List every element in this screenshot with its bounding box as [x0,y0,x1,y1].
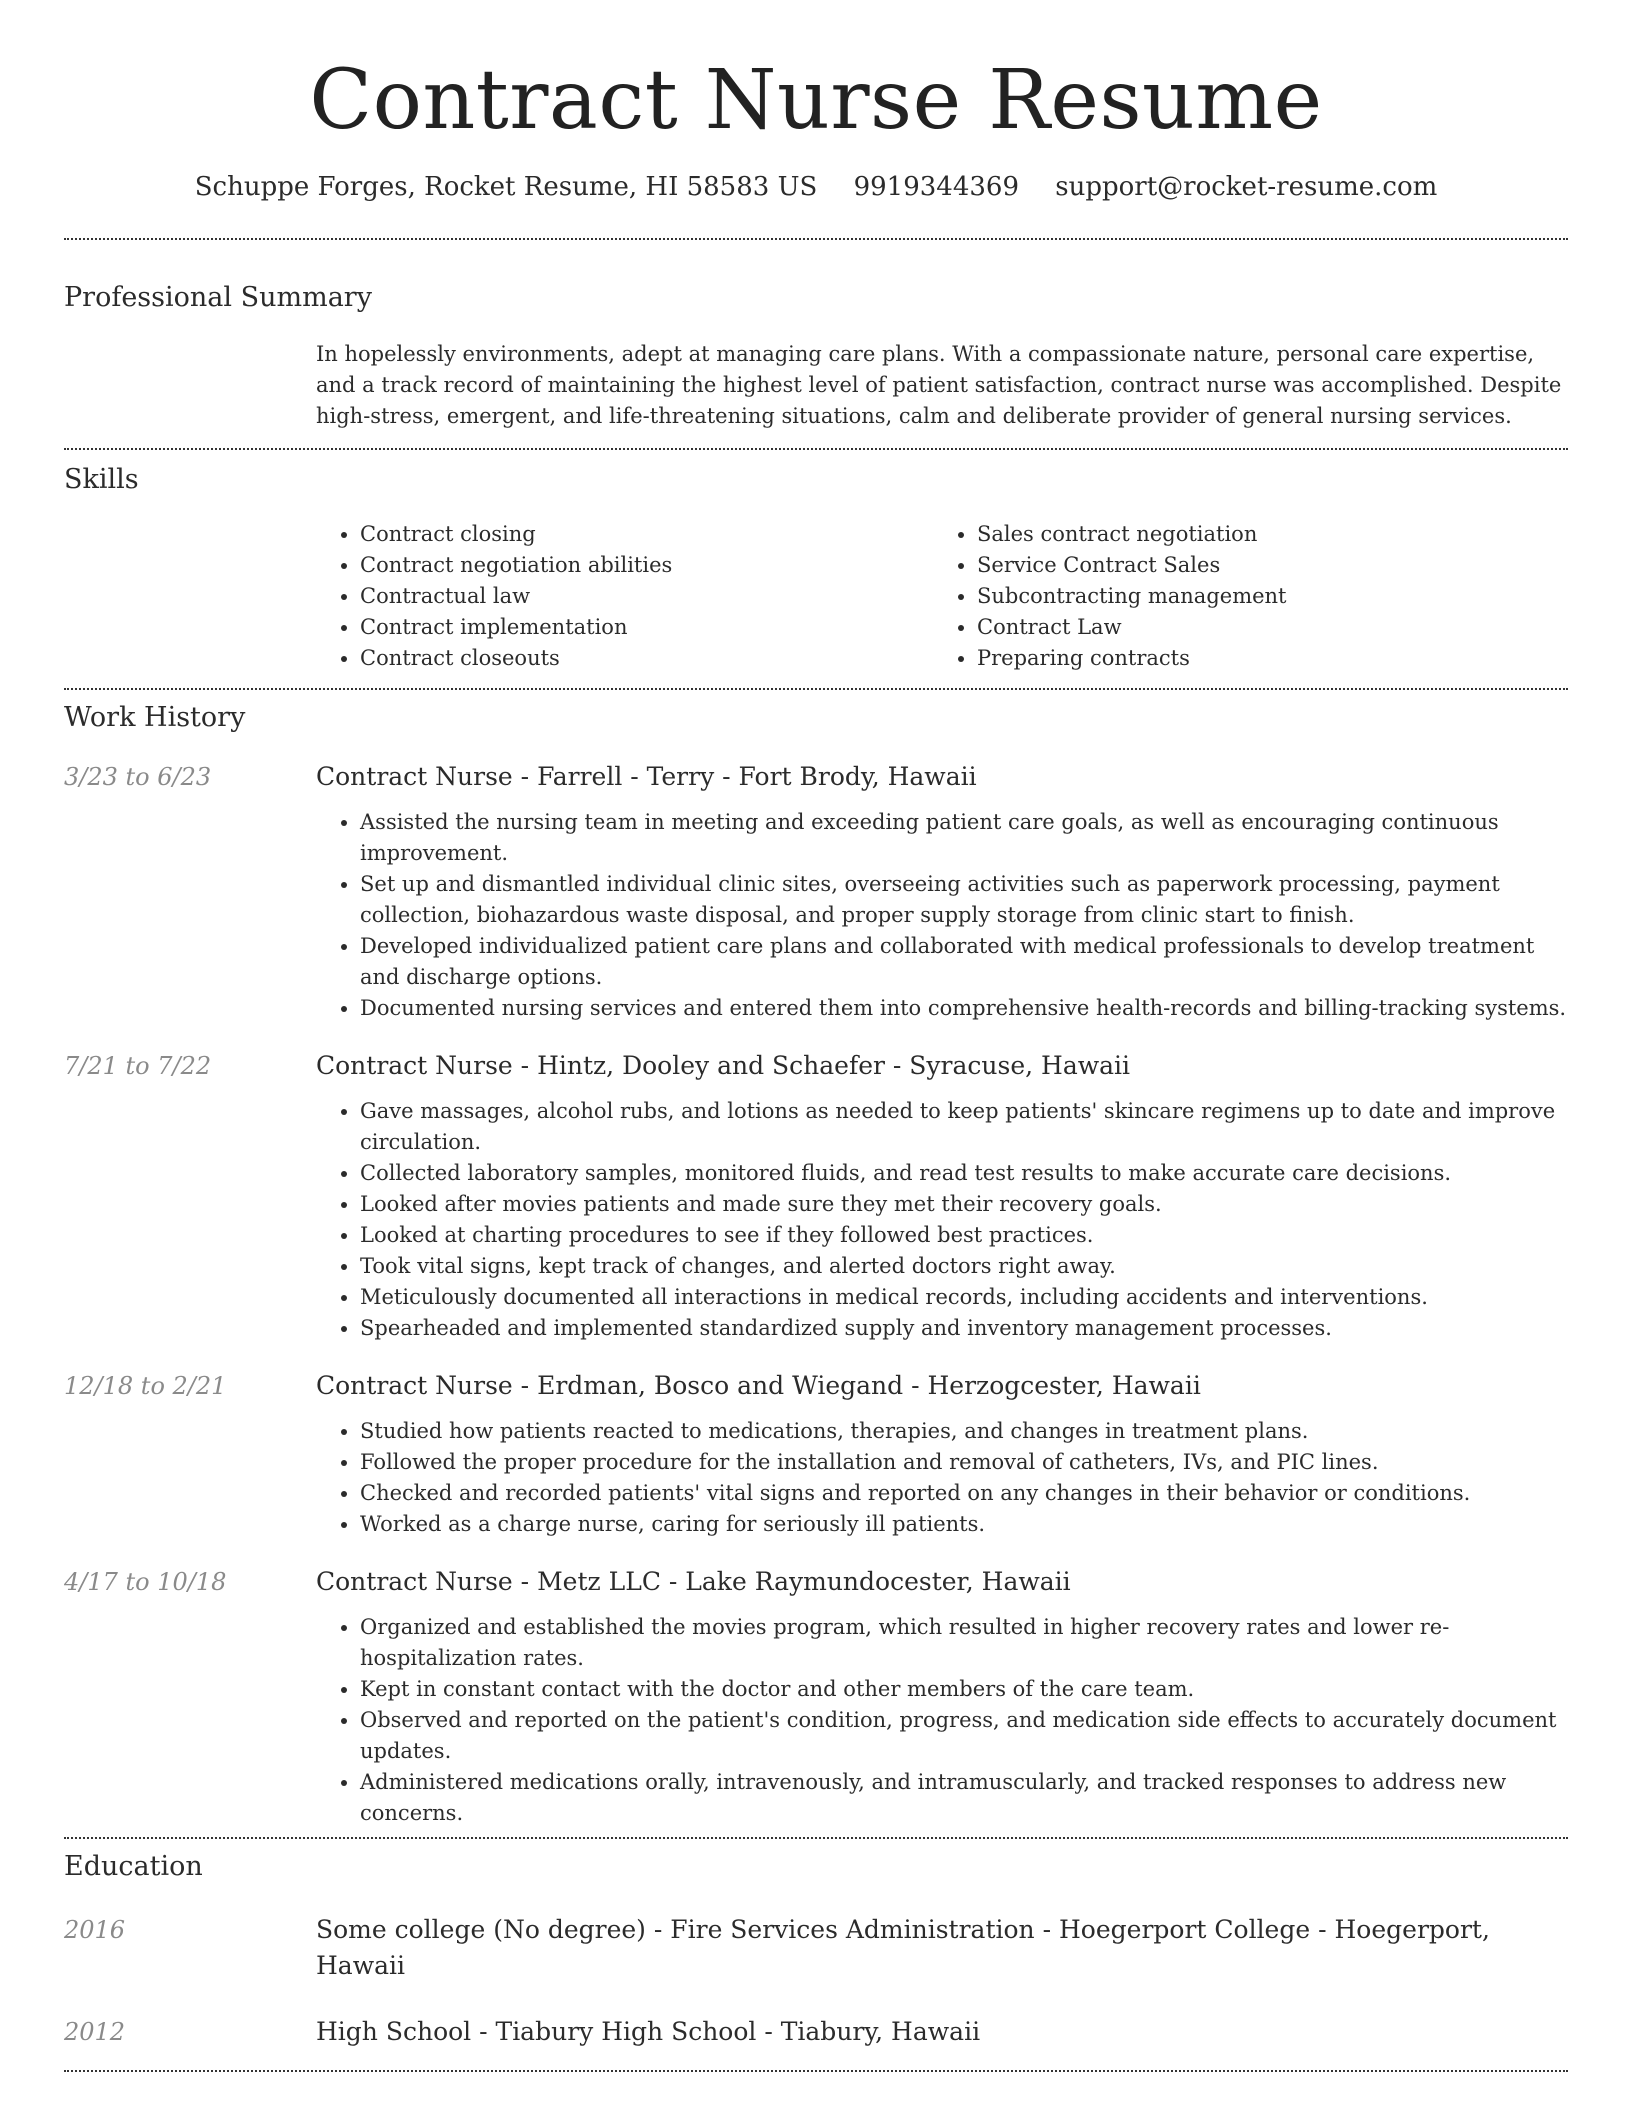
summary-section [64,240,1568,448]
skill-item: • Service Contract Sales [977,550,1550,581]
skill-item: • Sales contract negotiation [977,519,1550,550]
summary-text: In hopelessly environments, adept at managing care plans. With a compassionate nature, personal care expertise, and a track record of maintaining the highest level of patient satisfaction, contract nurse was accomplished. Despite high-stress, emergent, and life-threatening situations, calm and deliberate provider of general nursing services. [316,342,1562,429]
education-entry [64,2014,1568,2050]
education-section [64,1839,1568,2070]
work-history-section [64,690,1568,1837]
skills-list-right [933,519,1550,674]
education-text: High School - Tiabury High School - Tiabury, Hawaii [316,2017,981,2047]
job-title: Contract Nurse - Hintz, Dooley and Schaefer - Syracuse, Hawaii [316,1051,1131,1081]
skills-list-left [316,519,933,674]
education-entry [64,1912,1568,1984]
contact-line [64,172,1568,202]
section-heading: Work History [64,702,246,734]
job-body [316,1048,1568,1344]
skill-item: • Contract Law [977,612,1550,643]
skill-item: • Contract negotiation abilities [360,550,933,581]
job-bullets [316,1416,1568,1540]
skills-section [64,450,1568,688]
job-dates: 12/18 to 2/21 [64,1372,227,1401]
job-bullet: • Administered medications orally, intravenously, and intramuscularly, and tracked responses to address new concerns. [360,1767,1568,1829]
job-bullet: • Assisted the nursing team in meeting and exceeding patient care goals, as well as encouraging continuous improvement. [360,807,1568,869]
job-bullet: • Set up and dismantled individual clinic sites, overseeing activities such as paperwork processing, payment collection, biohazardous waste disposal, and proper supply storage from clinic start to finish. [360,869,1568,931]
contact-phone: 9919344369 [853,172,1019,203]
section-heading: Professional Summary [64,282,372,314]
job-bullet: • Gave massages, alcohol rubs, and lotions as needed to keep patients' skincare regimens up to date and improve circulation. [360,1096,1568,1158]
job-bullets [316,1612,1568,1829]
job-bullet: • Collected laboratory samples, monitored fluids, and read test results to make accurate care decisions. [360,1158,1568,1189]
job-bullet: • Meticulously documented all interactions in medical records, including accidents and interventions. [360,1282,1568,1313]
skills-columns [316,519,1568,674]
job-entry [64,1048,1568,1344]
contact-address: Schuppe Forges, Rocket Resume, HI 58583 US [194,172,818,203]
job-title: Contract Nurse - Metz LLC - Lake Raymundocester, Hawaii [316,1567,1071,1597]
job-title: Contract Nurse - Farrell - Terry - Fort Brody, Hawaii [316,762,977,792]
job-bullet: • Spearheaded and implemented standardized supply and inventory management processes. [360,1313,1568,1344]
skill-item: • Contract closeouts [360,643,933,674]
job-bullet: • Checked and recorded patients' vital signs and reported on any changes in their behavior or conditions. [360,1478,1568,1509]
resume-title: Contract Nurse Resume [309,53,1323,148]
job-title: Contract Nurse - Erdman, Bosco and Wiegand - Herzogcester, Hawaii [316,1371,1201,1401]
education-year: 2012 [64,2018,126,2047]
job-bullet: • Took vital signs, kept track of changes, and alerted doctors right away. [360,1251,1568,1282]
job-dates: 3/23 to 6/23 [64,763,212,792]
job-bullet: • Documented nursing services and entered them into comprehensive health-records and billing-tracking systems. [360,993,1568,1024]
job-entry [64,1368,1568,1540]
job-bullets [316,807,1568,1024]
job-bullet: • Developed individualized patient care plans and collaborated with medical professionals to develop treatment and discharge options. [360,931,1568,993]
divider [64,2070,1568,2072]
job-bullet: • Worked as a charge nurse, caring for seriously ill patients. [360,1509,1568,1540]
job-dates: 4/17 to 10/18 [64,1568,227,1597]
education-year: 2016 [64,1916,126,1945]
section-heading: Skills [64,464,139,496]
job-entry [64,759,1568,1024]
job-bullet: • Kept in constant contact with the doctor and other members of the care team. [360,1674,1568,1705]
section-heading: Education [64,1851,203,1883]
skill-item: • Preparing contracts [977,643,1550,674]
job-dates: 7/21 to 7/22 [64,1052,212,1081]
job-bullet: • Organized and established the movies program, which resulted in higher recovery rates and lower re-hospitalization rates. [360,1612,1568,1674]
job-body [316,759,1568,1024]
skill-item: • Subcontracting management [977,581,1550,612]
job-bullet: • Looked at charting procedures to see if they followed best practices. [360,1220,1568,1251]
education-text: Some college (No degree) - Fire Services Administration - Hoegerport College - Hoegerport, Hawaii [316,1915,1490,1981]
job-bullet: • Observed and reported on the patient's condition, progress, and medication side effects to accurately document updates. [360,1705,1568,1767]
job-body [316,1564,1568,1829]
job-bullet: • Looked after movies patients and made sure they met their recovery goals. [360,1189,1568,1220]
job-bullet: • Followed the proper procedure for the installation and removal of catheters, IVs, and PIC lines. [360,1447,1568,1478]
job-bullet: • Studied how patients reacted to medications, therapies, and changes in treatment plans. [360,1416,1568,1447]
skill-item: • Contractual law [360,581,933,612]
skill-item: • Contract closing [360,519,933,550]
job-body [316,1368,1568,1540]
contact-email: support@rocket-resume.com [1055,172,1438,203]
skill-item: • Contract implementation [360,612,933,643]
job-bullets [316,1096,1568,1344]
job-entry [64,1564,1568,1829]
